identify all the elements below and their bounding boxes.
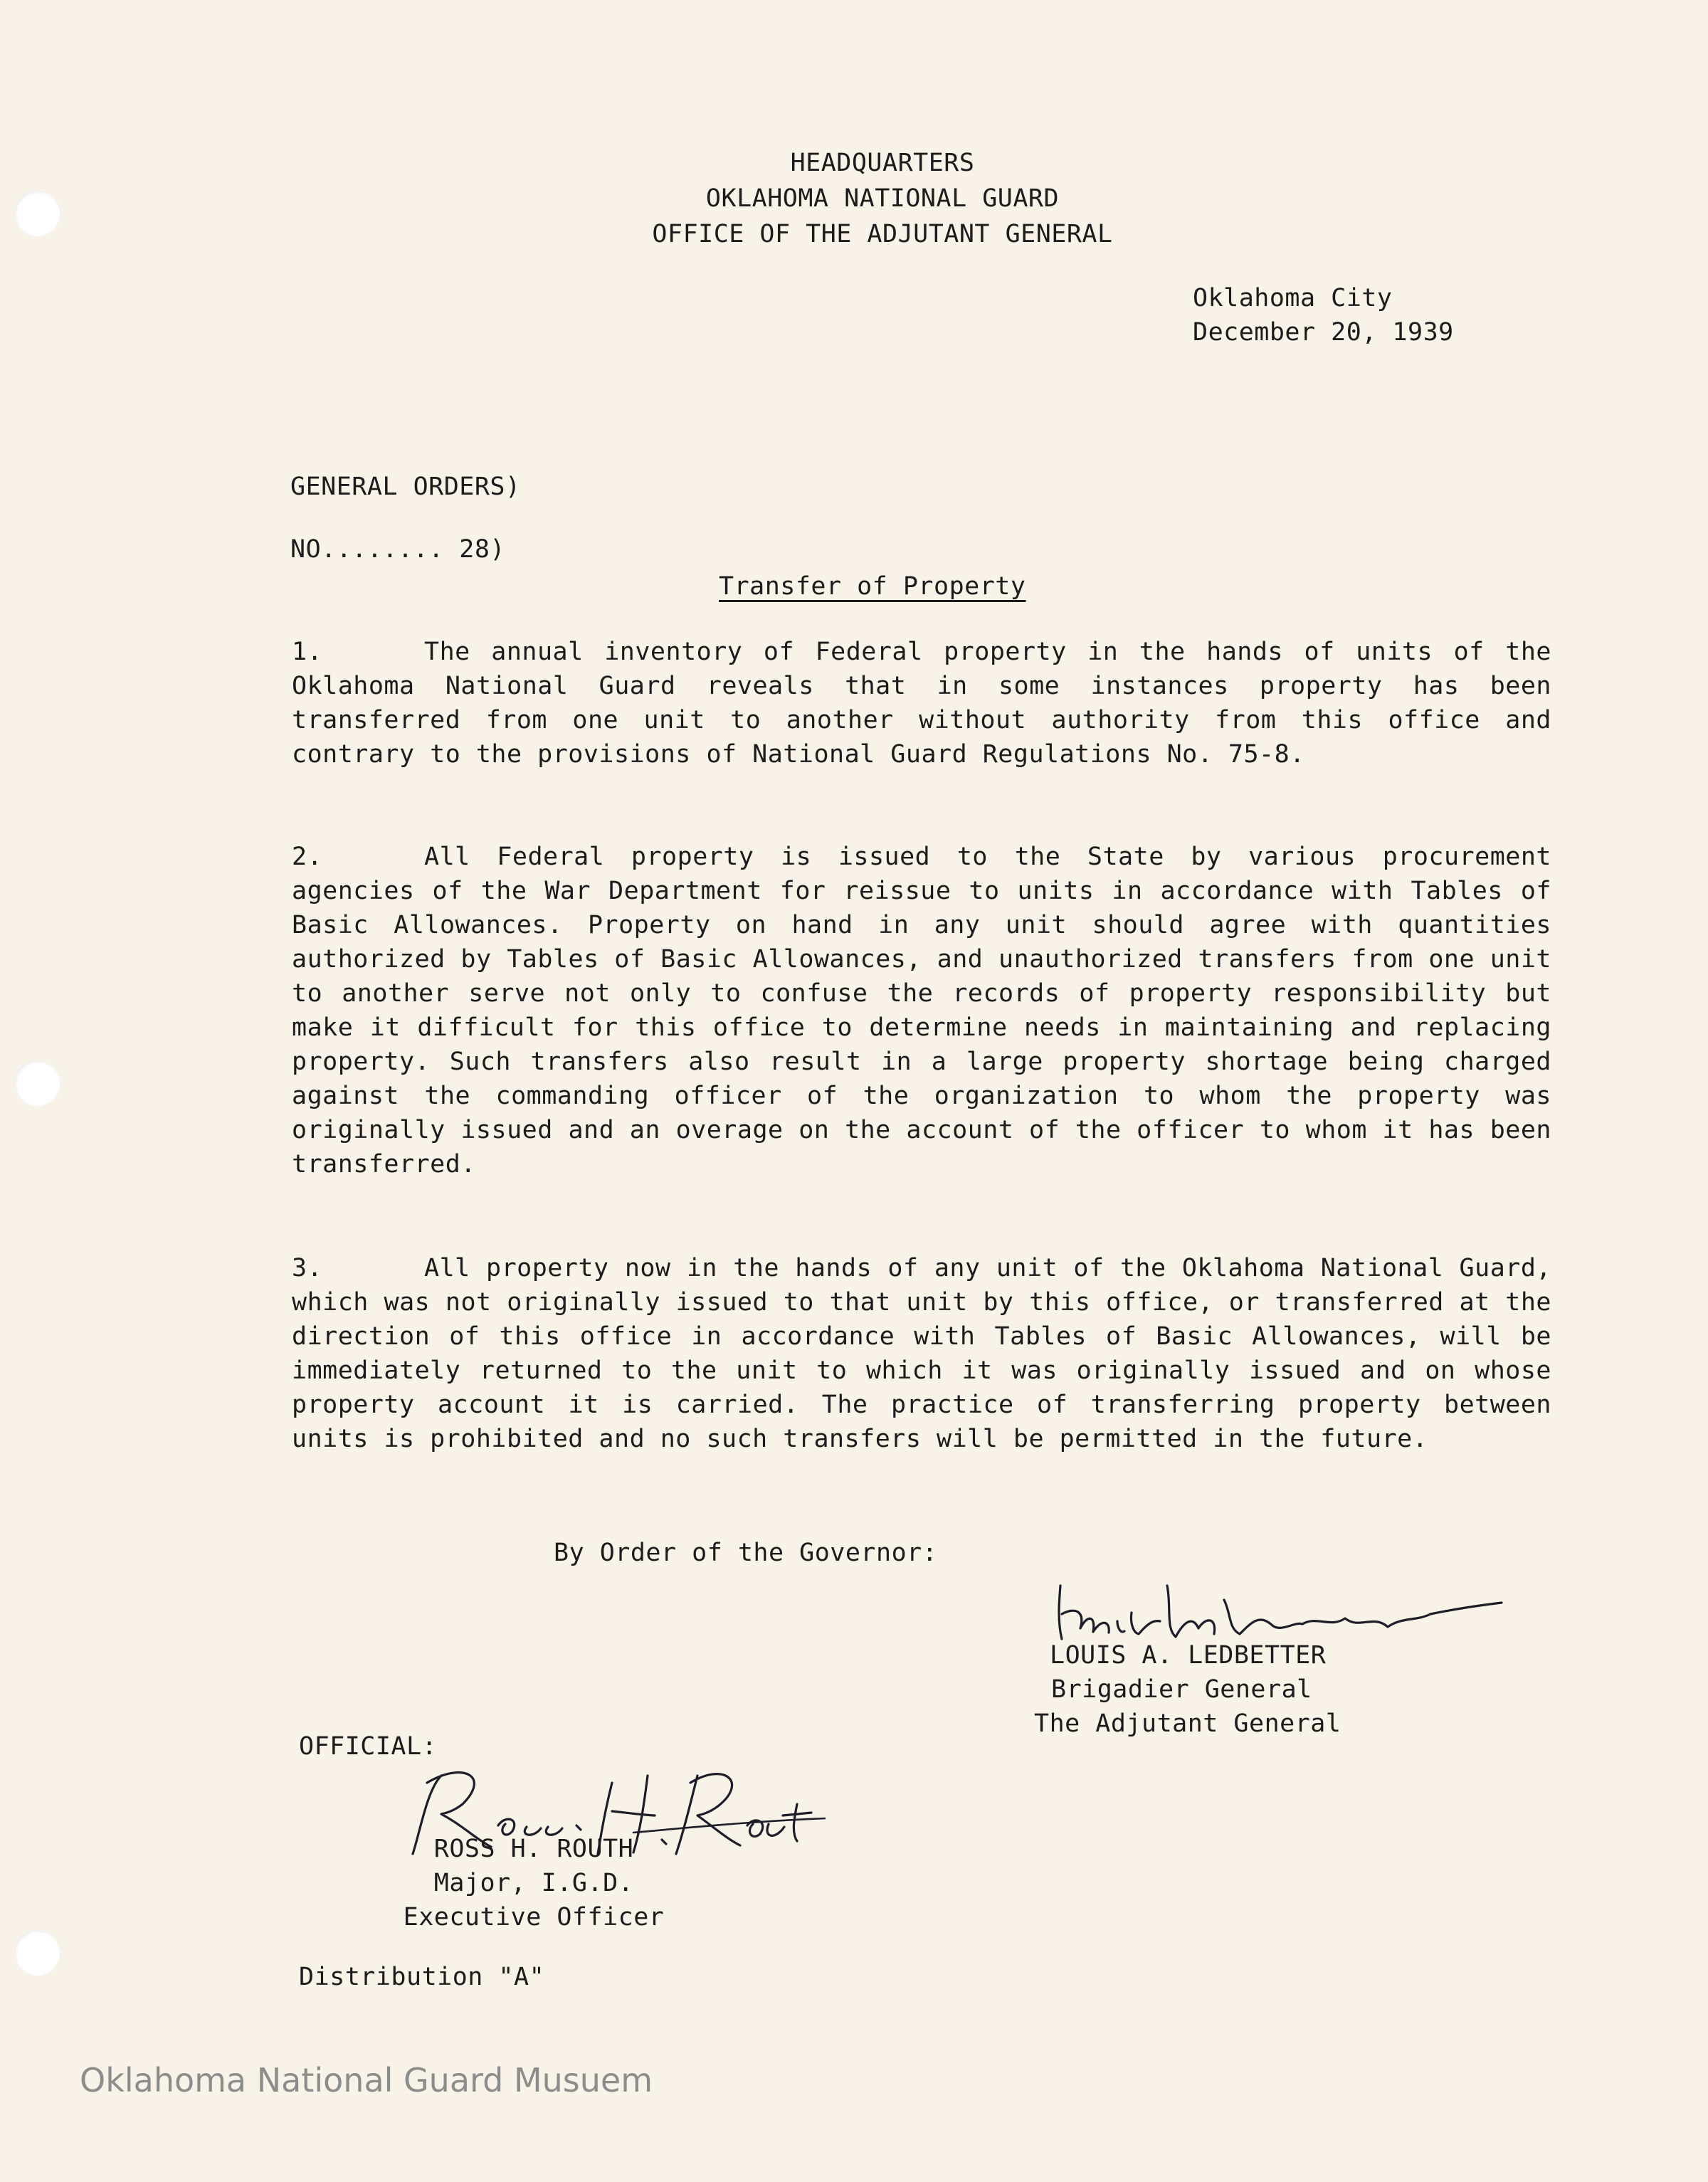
signatory-name: LOUIS A. LEDBETTER [1050, 1641, 1327, 1670]
order-number-block [290, 470, 521, 595]
general-orders-label: GENERAL ORDERS) [290, 473, 521, 501]
paragraph-number: 3. [292, 1254, 323, 1282]
paragraph-text: The annual inventory of Federal property in the hands of units of the Oklahoma National Guard reveals that in some instances property has been transferred from one unit to another without authority from this office and contrary to the provisions of National Guard Regulations No. 75-8. [292, 638, 1551, 769]
paragraph-number: 2. [292, 843, 323, 871]
paragraph-text: All Federal property is issued to the State by various procurement agencies of the War Department for reissue to units in accordance with Tables of Basic Allowances. Property on hand in any unit should agree with quantities authorized by Tables of Basic Allowances, and unauthorized transfers from one unit to another serve not only to confuse the records of property responsibility but make it difficult for this office to determine needs in maintaining and replacing property. Such transfers also result in a large property shortage being charged against the commanding officer of the organization to whom the property was originally issued and an overage on the account of the officer to whom it has been transferred. [292, 843, 1551, 1179]
order-number: NO........ 28) [290, 535, 506, 564]
punch-hole [14, 1930, 60, 1976]
museum-watermark: Oklahoma National Guard Musuem [80, 2061, 653, 2099]
official-label: OFFICIAL: [299, 1732, 438, 1761]
official-name: ROSS H. ROUTH [433, 1835, 634, 1863]
paragraph [292, 635, 1551, 771]
paragraph-text: All property now in the hands of any unit of the Oklahoma National Guard, which was not originally issued to that unit by this office, or transferred at the direction of this office in accordance with Tables of Basic Allowances, will be immediately returned to the unit to which it was originally issued and on whose property account it is carried. The practice of transferring property between units is prohibited and no such transfers will be permitted in the future. [292, 1254, 1551, 1453]
paragraph [292, 1251, 1551, 1456]
letterhead-line: OFFICE OF THE ADJUTANT GENERAL [652, 220, 1113, 248]
official-rank: Major, I.G.D. [433, 1869, 634, 1897]
place-date [1193, 281, 1454, 349]
paragraph-number: 1. [292, 638, 323, 666]
document-title: Transfer of Property [719, 572, 1026, 601]
letterhead-line: HEADQUARTERS [790, 149, 975, 177]
city: Oklahoma City [1193, 284, 1393, 312]
signatory-title: The Adjutant General [1034, 1709, 1341, 1738]
signatory-rank: Brigadier General [1051, 1675, 1312, 1704]
punch-hole [14, 1060, 60, 1106]
official-title: Executive Officer [403, 1903, 665, 1931]
letterhead [0, 146, 1708, 253]
signatory-block [1034, 1638, 1341, 1741]
official-block [384, 1832, 683, 1934]
paragraph [292, 840, 1551, 1181]
distribution-line: Distribution "A" [299, 1963, 545, 1991]
by-order-line: By Order of the Governor: [554, 1539, 938, 1567]
letterhead-line: OKLAHOMA NATIONAL GUARD [705, 184, 1060, 213]
date: December 20, 1939 [1193, 318, 1454, 347]
